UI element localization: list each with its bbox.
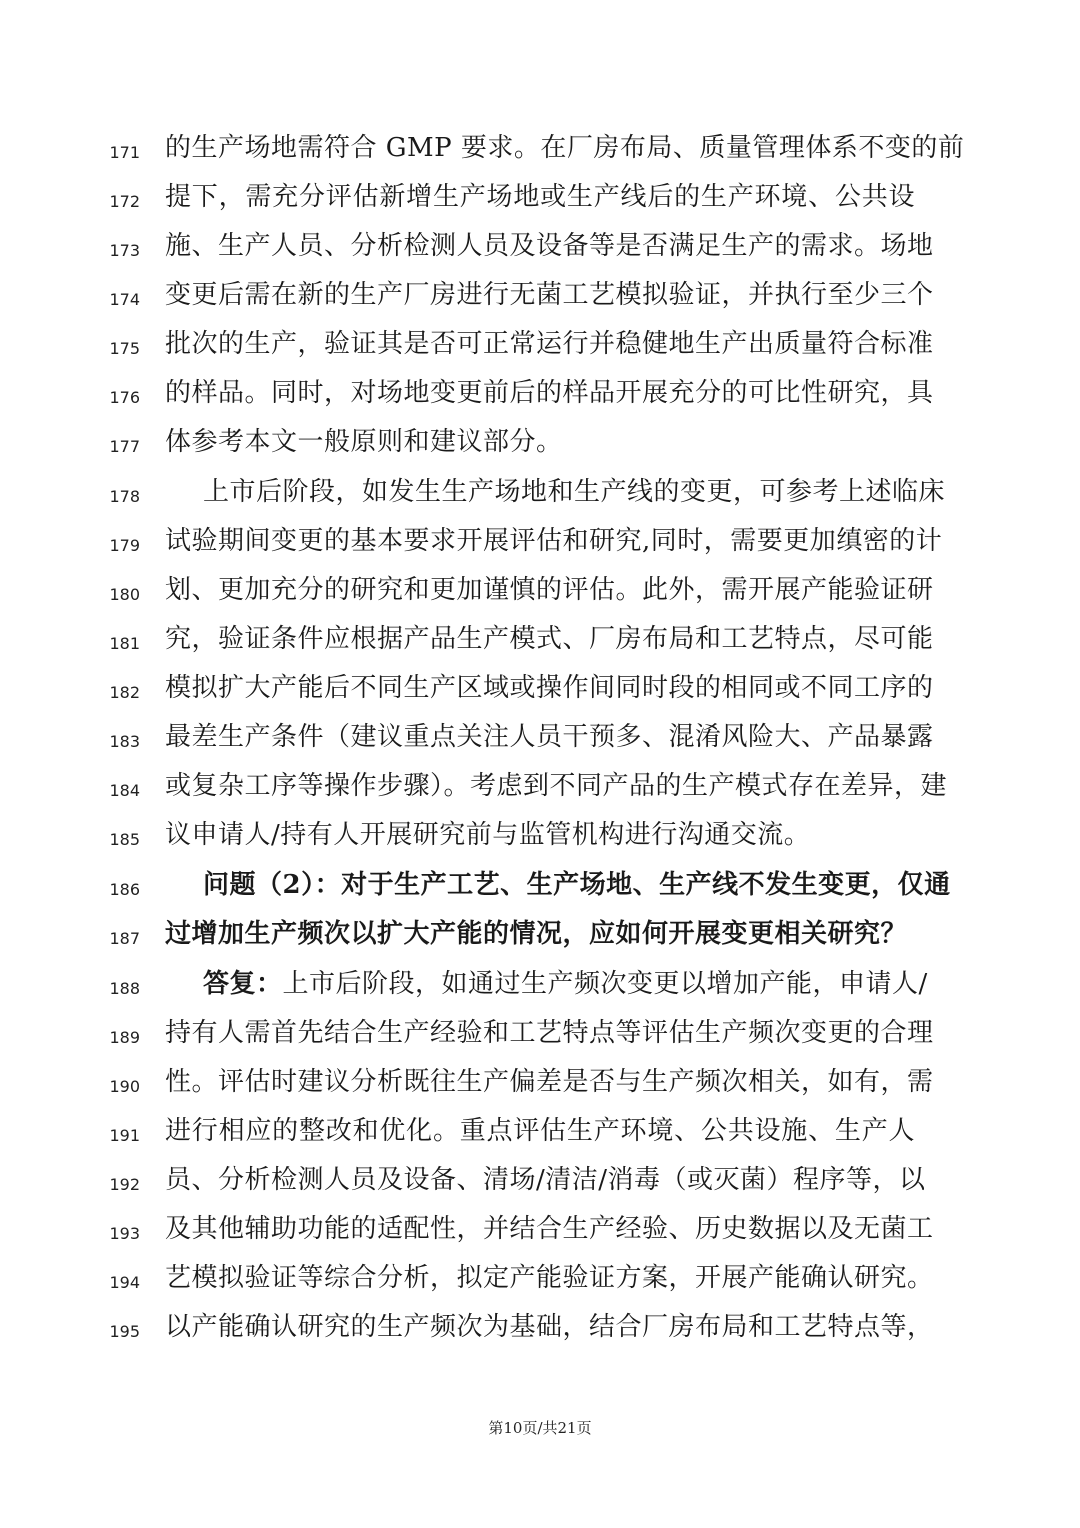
line-text: 艺模拟验证等综合分析，拟定产能验证方案，开展产能确认研究。 xyxy=(165,1263,934,1293)
line-text: 以产能确认研究的生产频次为基础，结合厂房布局和工艺特点等， xyxy=(165,1312,934,1342)
line-number: 185 xyxy=(109,830,140,849)
line-number: 180 xyxy=(109,585,140,604)
line-number: 181 xyxy=(109,634,140,653)
line-number: 177 xyxy=(109,437,140,456)
text-line xyxy=(0,320,1080,369)
line-text: 究，验证条件应根据产品生产模式、厂房布局和工艺特点，尽可能 xyxy=(165,624,934,654)
question-text: 过增加生产频次以扩大产能的情况，应如何开展变更相关研究？ xyxy=(165,919,908,949)
line-number: 192 xyxy=(109,1175,140,1194)
line-text: 的生产场地需符合 GMP 要求。在厂房布局、质量管理体系不变的前 xyxy=(165,133,965,163)
text-line xyxy=(0,271,1080,320)
line-text: 最差生产条件（建议重点关注人员干预多、混淆风险大、产品暴露 xyxy=(165,722,934,752)
line-number: 174 xyxy=(109,290,140,309)
line-text: 批次的生产，验证其是否可正常运行并稳健地生产出质量符合标准 xyxy=(165,329,934,359)
line-text: 性。评估时建议分析既往生产偏差是否与生产频次相关，如有，需 xyxy=(165,1067,934,1097)
text-line xyxy=(0,664,1080,713)
line-number: 182 xyxy=(109,683,140,702)
line-number: 195 xyxy=(109,1322,140,1341)
text-line xyxy=(0,173,1080,222)
answer-text: 上市后阶段，如通过生产频次变更以增加产能，申请人/ xyxy=(282,969,928,999)
line-text: 施、生产人员、分析检测人员及设备等是否满足生产的需求。场地 xyxy=(165,231,934,261)
line-number: 175 xyxy=(109,339,140,358)
line-text: 模拟扩大产能后不同生产区域或操作间同时段的相同或不同工序的 xyxy=(165,673,934,703)
line-text: 划、更加充分的研究和更加谨慎的评估。此外，需开展产能验证研 xyxy=(165,575,934,605)
line-number: 184 xyxy=(109,781,140,800)
line-number: 173 xyxy=(109,241,140,260)
line-number: 191 xyxy=(109,1126,140,1145)
question-heading-line xyxy=(0,910,1080,959)
line-number: 188 xyxy=(109,979,140,998)
line-text: 及其他辅助功能的适配性，并结合生产经验、历史数据以及无菌工 xyxy=(165,1214,934,1244)
text-line xyxy=(0,615,1080,664)
text-line xyxy=(0,713,1080,762)
line-number: 186 xyxy=(109,880,140,899)
line-number: 193 xyxy=(109,1224,140,1243)
question-heading-line xyxy=(0,861,1080,910)
line-number: 194 xyxy=(109,1273,140,1292)
text-line xyxy=(0,1254,1080,1303)
text-line xyxy=(0,124,1080,173)
text-line xyxy=(0,418,1080,467)
text-line xyxy=(0,1205,1080,1254)
text-line xyxy=(0,1156,1080,1205)
text-line xyxy=(0,1058,1080,1107)
line-text xyxy=(203,960,928,1009)
line-text: 试验期间变更的基本要求开展评估和研究,同时，需要更加缜密的计 xyxy=(165,526,943,556)
line-number: 171 xyxy=(109,143,140,162)
line-text: 或复杂工序等操作步骤）。考虑到不同产品的生产模式存在差异，建 xyxy=(165,771,948,801)
line-text: 进行相应的整改和优化。重点评估生产环境、公共设施、生产人 xyxy=(165,1116,915,1146)
line-text: 持有人需首先结合生产经验和工艺特点等评估生产频次变更的合理 xyxy=(165,1018,934,1048)
text-line xyxy=(0,222,1080,271)
text-line xyxy=(0,1303,1080,1352)
line-number: 183 xyxy=(109,732,140,751)
answer-label: 答复： xyxy=(203,969,283,999)
answer-line xyxy=(0,960,1080,1009)
text-line xyxy=(0,1009,1080,1058)
text-line xyxy=(0,566,1080,615)
line-number: 189 xyxy=(109,1028,140,1047)
line-number: 179 xyxy=(109,536,140,555)
text-line xyxy=(0,1107,1080,1156)
line-number: 176 xyxy=(109,388,140,407)
question-text: 问题（2）：对于生产工艺、生产场地、生产线不发生变更，仅通 xyxy=(203,870,951,900)
page-footer: 第10页/共21页 xyxy=(488,1419,592,1437)
line-text: 提下，需充分评估新增生产场地或生产线后的生产环境、公共设 xyxy=(165,182,915,212)
line-text: 变更后需在新的生产厂房进行无菌工艺模拟验证，并执行至少三个 xyxy=(165,280,934,310)
line-text: 上市后阶段，如发生生产场地和生产线的变更，可参考上述临床 xyxy=(203,477,946,507)
line-text: 的样品。同时，对场地变更前后的样品开展充分的可比性研究，具 xyxy=(165,378,934,408)
text-line xyxy=(0,811,1080,860)
text-line xyxy=(0,468,1080,517)
line-text: 员、分析检测人员及设备、清场/清洁/消毒（或灭菌）程序等，以 xyxy=(165,1165,926,1195)
line-number: 187 xyxy=(109,929,140,948)
line-number: 178 xyxy=(109,487,140,506)
text-line xyxy=(0,762,1080,811)
line-text: 体参考本文一般原则和建议部分。 xyxy=(165,427,563,457)
line-number: 190 xyxy=(109,1077,140,1096)
text-line xyxy=(0,517,1080,566)
line-number: 172 xyxy=(109,192,140,211)
line-text: 议申请人/持有人开展研究前与监管机构进行沟通交流。 xyxy=(165,820,811,850)
text-line xyxy=(0,369,1080,418)
